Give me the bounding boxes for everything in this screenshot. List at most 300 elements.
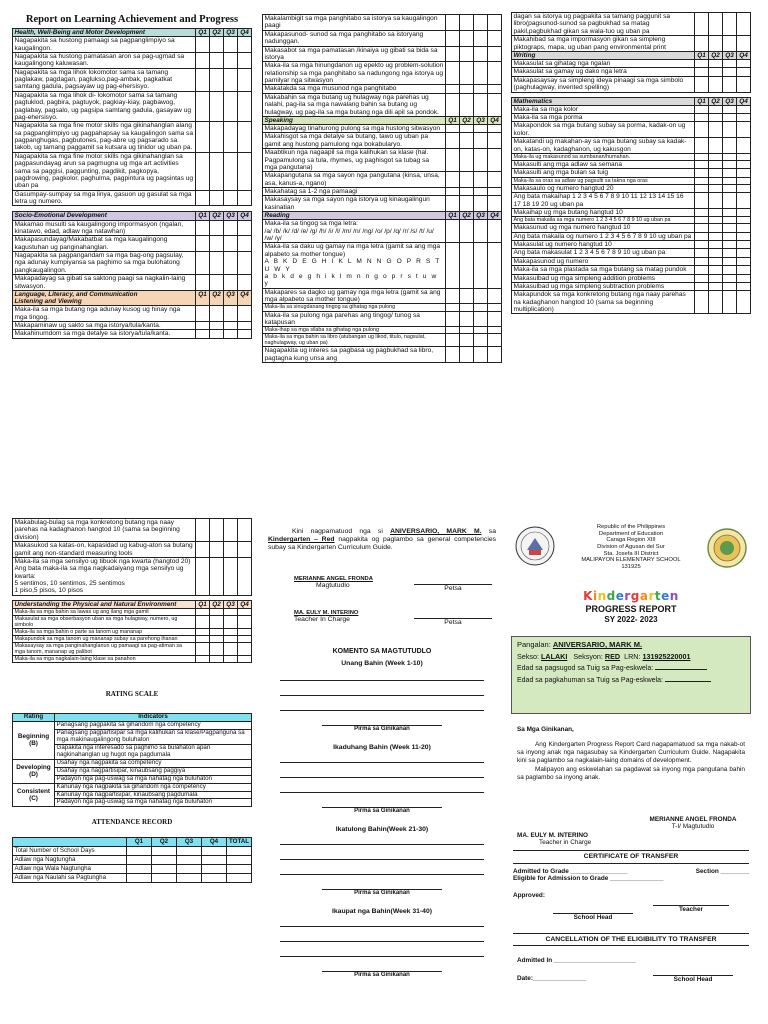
- grade-cell: [224, 52, 238, 68]
- school-head-line-2: School Head: [653, 975, 733, 983]
- numeral-text: Ang bata makasulat 1 2 3 4 5 6 7 8 9 10 ug uban pa: [512, 249, 695, 257]
- table-row: [13, 322, 252, 330]
- q1-header: Q1: [196, 600, 210, 608]
- q3-header: Q3: [224, 212, 238, 220]
- table-row: [13, 615, 252, 628]
- competency-text: Makapasunod ug numero: [512, 257, 695, 265]
- grade-cell: [238, 91, 252, 122]
- competency-text: Makapundok sa mga konkretong butang nga naay parehas na kadaghanon hangtod 10 (sama sa beginning multiplication): [512, 291, 695, 314]
- kindergarten-letter: r: [648, 589, 655, 603]
- table-row: [263, 196, 502, 212]
- table-row: [13, 643, 252, 656]
- numeral-text: Ang bata makaila og numero 1 2 3 4 5 6 7 8 9 10 ug uban pa: [512, 232, 695, 240]
- grade-cell: [210, 190, 224, 206]
- writing-math-table: [511, 12, 751, 314]
- table-row: [512, 60, 751, 68]
- writing-heading: Writing: [512, 51, 695, 59]
- comment-period-4: Ikaupat nga Bahin(Week 31-40) Pirma sa Ginikanan: [262, 908, 502, 978]
- competency-text: Makasaysay sa mga panginahanglanun ug pamaagi sa pag-atiman sa mga tanom, mananap ug palibot: [13, 643, 196, 656]
- attendance-col-header: Q2: [152, 838, 177, 847]
- table-row: [13, 306, 252, 322]
- indicator-text: Panagsang pagpartisipar sa mga kalihukan sa klase/Pagpanguna sa mga makinaugalingong buluhaton: [55, 730, 252, 745]
- grade-cell: [196, 236, 210, 252]
- table-row: [13, 91, 252, 122]
- grade-cell: [224, 252, 238, 275]
- grade-cell: [210, 275, 224, 291]
- rating-col-header: Rating: [13, 714, 55, 722]
- report-column-3: [511, 12, 751, 474]
- uppercase-letters: A B K D E G H I K L M N N G O P R S T U W Y: [264, 258, 441, 273]
- table-row: [13, 190, 252, 206]
- table-row: [13, 330, 252, 338]
- table-row: [13, 252, 252, 275]
- table-row: [512, 114, 751, 122]
- attendance-col-header: Q3: [177, 838, 202, 847]
- competency-text: Nagapakita sa mga lihok di- lokomotor sama sa tamang pagtuklod, pagbira, pagtuyok, pagkiay-kiay, pagbawog, paglabay, pagsalo, ug pagsipa samtang gadula, gasayaw ug pag-ehersisyo.: [13, 91, 196, 122]
- indicator-text: Kanunay nga nagpakita sa gihandom nga competency: [55, 783, 252, 791]
- date-label-2: Petsa: [414, 618, 492, 627]
- q2-header: Q2: [460, 212, 474, 220]
- table-row: [512, 224, 751, 232]
- grade-cell: [210, 322, 224, 330]
- competency-text: Makasulti ang mga adlaw sa semana: [512, 161, 695, 169]
- speaking-heading: Speaking: [263, 116, 446, 124]
- kindergarten-letter: n: [669, 589, 679, 603]
- q2-header: Q2: [460, 116, 474, 124]
- table-row: [13, 236, 252, 252]
- competency-text: Makabulag-bulag sa mga konkretong butang nga naay parehas na kadaghanon hangtod 10 (sama sa beginning division): [13, 519, 196, 542]
- socio-heading: Socio-Emotional Development: [13, 212, 196, 220]
- grade-cell: [224, 122, 238, 153]
- kindergarten-letter: t: [654, 589, 662, 603]
- competency-text: Maka-ila ug makasunod sa sumbanan/humahan.: [512, 153, 695, 160]
- attendance-label: Adlaw nga Naulahi sa Pagtungha: [13, 874, 127, 883]
- table-row: [512, 184, 751, 192]
- q3-header: Q3: [224, 290, 238, 305]
- competency-text: Makapasundayag/Makabatbat sa mga kaugalingong kagustuhan ug panginahanglan.: [13, 236, 196, 252]
- q3-header: Q3: [474, 212, 488, 220]
- competency-text: Maka-ila sa sinugdanang tingog sa gihatag nga pulong: [263, 304, 446, 311]
- certificate-title: CERTIFICATE OF TRANSFER: [583, 853, 679, 860]
- rating-level-consistent: Consistent (C): [13, 783, 55, 807]
- competency-text: Makapundok sa mga tanom ug mananap subay sa parehong ihanan: [13, 636, 196, 643]
- q2-header: Q2: [709, 51, 723, 59]
- indicator-text: Usahay nga nagpartisipar, kinaubsang paggiya: [55, 767, 252, 775]
- exit-age-row: Edad sa pagkahuman sa Tuig sa Pag-eskwela:: [517, 677, 745, 685]
- q4-header: Q4: [737, 51, 751, 59]
- grade-cell: [196, 220, 210, 236]
- table-row: [13, 122, 252, 153]
- competency-text: Makasulat ug numero hangtud 10: [512, 241, 695, 249]
- grade-cell: [196, 190, 210, 206]
- grade-cell: [224, 68, 238, 91]
- table-row: [512, 232, 751, 240]
- table-row: [13, 629, 252, 636]
- comment-period-3: Ikatulong Bahin(Week 21-30) Pirma sa Ginikanan: [262, 826, 502, 896]
- head-signature: MA. EULY M. INTERINO Teacher in Charge: [517, 832, 592, 847]
- competency-text: Makamao musulti sa kaugalingong impormasyon (ngalan, kinatawo, edad, adlaw nga natawhan): [13, 220, 196, 236]
- table-row: [512, 282, 751, 290]
- math-env-table: [12, 518, 252, 663]
- report-column-1: [12, 12, 252, 486]
- grade-cell: [210, 152, 224, 190]
- grade-cell: [196, 306, 210, 322]
- kindergarten-letter: r: [624, 589, 631, 603]
- competency-text: Makapangutana sa mga sayon nga pangutana (kinsa, unsa, asa, kanus-a, ngano): [263, 172, 446, 188]
- admitted-row: Admitted to Grade ________________ Section ________: [513, 867, 749, 875]
- competency-text: Makasunud ug mga numero hangtud 10: [512, 224, 695, 232]
- table-row: [512, 274, 751, 282]
- competency-text: Makabahin sa mga butang ug hulagway nga parehas ug nalahi, pag-ila sa mga nawalang bahin sa butang ug hulagway, ug pag-ila sa mga butang nga dili apil sa pondok.: [263, 93, 446, 116]
- q4-header: Q4: [238, 29, 252, 37]
- q4-header: Q4: [238, 212, 252, 220]
- table-row: [263, 220, 502, 243]
- grade-cell: [224, 190, 238, 206]
- grade-cell: [196, 68, 210, 91]
- kindergarten-letter: g: [630, 589, 640, 603]
- table-row: [512, 217, 751, 224]
- table-row: [13, 856, 252, 865]
- env-header-row: [13, 600, 252, 608]
- competency-text: Makahatag sa 1-2 nga pamaagi: [263, 188, 446, 196]
- lowercase-letters: a b k d e g h i k l m n n g o p r s t u w y: [264, 272, 438, 288]
- competency-text: Gasumpay-sumpay sa mga linya, gasuon ug gasulat sa mga letra ug numero.: [13, 190, 196, 206]
- table-row: [512, 266, 751, 274]
- table-row: [263, 347, 502, 363]
- grade-cell: [210, 68, 224, 91]
- q3-header: Q3: [723, 51, 737, 59]
- indicators-col-header: Indicators: [55, 714, 252, 722]
- competency-text: Makasaysay sa mga sayon nga istorya ug kinaugalingun kasinatian: [263, 196, 446, 212]
- counting-text: Ang bata makaihap 1 2 3 4 5 6 7 8 9 10 11 12 13 14 15 16 17 18 19 20 ug uban pa: [512, 193, 695, 209]
- listening-subheading: Listening and Viewing: [14, 298, 82, 306]
- table-row: [263, 62, 502, 85]
- indicator-text: Panagsang pagpakita sa gihandom nga competency: [55, 722, 252, 730]
- table-row: [263, 188, 502, 196]
- school-year: SY 2022- 2023: [604, 615, 658, 624]
- approved-label: Approved:: [513, 891, 545, 899]
- table-row: [263, 30, 502, 46]
- school-seal-icon: [707, 528, 747, 568]
- grade-cell: [210, 37, 224, 53]
- indicator-text: Padayon nga pag-uswag sa mga nahatag nga buluhaton: [55, 799, 252, 807]
- q2-header: Q2: [210, 600, 224, 608]
- grade-cell: [210, 122, 224, 153]
- table-row: [13, 542, 252, 558]
- table-row: [13, 220, 252, 236]
- student-name-value: ANIVERSARIO, MARK M.: [552, 640, 643, 649]
- table-row: [263, 288, 502, 304]
- q1-header: Q1: [196, 29, 210, 37]
- eligible-row: Eligible for Admission to Grade _______________: [513, 874, 664, 882]
- grade-cell: [224, 152, 238, 190]
- table-row: [13, 874, 252, 883]
- rating-scale-table: [12, 713, 252, 807]
- competency-text: Maka-ila sa mga plastada sa mga butang sa matag pundok: [512, 266, 695, 274]
- table-row: [263, 15, 502, 31]
- competency-text: Makalambigit sa mga panghitabo sa istorya sa kaugalingon paagi: [263, 15, 446, 31]
- student-info-box: [511, 636, 751, 714]
- competency-text: Nagapakita sa pagpangandam sa mga bag-ong pagsulay, nga adunay kumpiyansa sa paghimo sa mga bulohatong pangkaugalingon.: [13, 252, 196, 275]
- attendance-col-header: Q1: [127, 838, 152, 847]
- competency-text: Maka-ila sa mga bahin sa lawas ug ang ilang mga gamit: [13, 608, 196, 615]
- competency-text: Makasulat sa gamay ug dako nga letra: [512, 68, 695, 76]
- table-row: [512, 169, 751, 177]
- health-header-row: [13, 29, 252, 37]
- table-row: [13, 608, 252, 615]
- competency-text: Makapares sa dagko ug gamay nga mga letra (gamit sa ang mga alpabeto sa mother tongue): [263, 288, 446, 304]
- q1-header: Q1: [695, 51, 709, 59]
- indicator-text: Gapakita nga interesado sa paghimo sa bulahaton apan nagkinahanglan ug hugot nga pagdumala: [55, 744, 252, 759]
- rating-level-beginning: Beginning (B): [13, 722, 55, 760]
- table-row: [263, 334, 502, 347]
- table-row: [13, 865, 252, 874]
- table-row: [512, 36, 751, 52]
- indicator-text: Padayon nga pag-uswag sa mga nahatag nga buluhaton: [55, 775, 252, 783]
- report-column-4: [12, 518, 252, 1000]
- competency-text: Makahibad sa mga impormasyon gikan sa simpleng piktograps, mapa, ug uban pang environmental print: [512, 36, 695, 52]
- numeral-text: Ang bata makaila sa mga numero 1 2 3 4 5 6 7 8 9 10 ug uban pa: [512, 217, 695, 224]
- kindergarten-letter: e: [615, 589, 625, 603]
- competency-text: dagan sa istorya ug pagpakita sa tamang paggunit sa libro(pagsunod-sunod sa pagbukhad sa matag pakil,pagbukhad gikan sa wala-tuo ug uban pa: [512, 13, 695, 36]
- report-column-6: [511, 524, 751, 1000]
- competency-text: Maka-ila sa daku ug gamay na mga letra (gamit sa ang mga alpabeto sa mother tongue) A B K D E G H I K L M N N G O P R S T U W Y a b k d e g h i k l m n n g o p r s t u w y: [263, 243, 446, 288]
- grade-cell: [238, 236, 252, 252]
- grade-cell: [210, 252, 224, 275]
- competency-text: Makapasaysay sa simpleng ideya pinaagi sa mga simbolo (paghulagway, invented spelling): [512, 76, 695, 92]
- table-row: [13, 847, 252, 856]
- grade-cell: [224, 322, 238, 330]
- competency-text: Nagapakita sa mga lihok lokomotor sama sa tamang paglakaw, pagdagan, paglukso,pag-ambak, pagkatkat samtang gadula, pagsayaw ug pag-ehersisyo.: [13, 68, 196, 91]
- grade-cell: [210, 236, 224, 252]
- competency-text: Nagapakita sa mga fine motor skills nga gikinahanglan sa pagpasundayag arun sa pagmugna ug mga art activities sama sa paggisi, paggunting, pagdikit, pagkopya, pagdrowing, pagkolor, paghulma, pagpintura ug pagsintas ug uban pa: [13, 152, 196, 190]
- grade-cell: [238, 52, 252, 68]
- grade-cell: [238, 220, 252, 236]
- q1-header: Q1: [196, 212, 210, 220]
- school-header: Republic of the Philippines Department of Education Caraga Region XIII Division of Agusan del Sur Sta. Josefa III District MALIPAYON ELEMENTARY SCHOOL 131925: [581, 524, 681, 570]
- competency-text: Makasulbad ug mga simpleng subtraction problems: [512, 282, 695, 290]
- grade-cell: [238, 252, 252, 275]
- comment-period-1: Unang Bahin (Week 1-10) Pirma sa Ginikanan: [262, 660, 502, 732]
- grade-cell: [210, 91, 224, 122]
- report-title: Report on Learning Achievement and Progress: [25, 14, 239, 25]
- competency-text: Makasulat sa gihatag nga ngalan: [512, 60, 695, 68]
- grade-cell: [238, 330, 252, 338]
- listening-speaking-reading-table: [262, 14, 502, 363]
- grade-cell: [196, 52, 210, 68]
- table-row: [512, 249, 751, 257]
- math-heading: Mathematics: [512, 97, 695, 105]
- competency-text: Makasukod sa katas-on, kapasidad ug kabug-aton sa butang gamit ang non-standard measuring tools: [13, 542, 196, 558]
- grade-cell: [238, 122, 252, 153]
- competency-text: Maka-ila sa oras sa adlaw ug pagsulti sa takna nga oras: [512, 177, 695, 184]
- table-row: [512, 138, 751, 154]
- name-row: Pangalan: ANIVERSARIO, MARK M.: [517, 640, 643, 649]
- table-row: [263, 149, 502, 172]
- comment-period-2: Ikaduhang Bahin (Week 11-20) Pirma sa Ginikanan: [262, 744, 502, 814]
- q3-header: Q3: [224, 600, 238, 608]
- q1-header: Q1: [695, 97, 709, 105]
- q1-header: Q1: [446, 116, 460, 124]
- attendance-label: Adlaw nga Nagtungha: [13, 856, 127, 865]
- attendance-label: Total Number of School Days: [13, 847, 127, 856]
- kindergarten-letter: d: [606, 589, 616, 603]
- letter-paragraph: Malipayon ang eskwelahan sa pagdawat sa inyong mga pangutana bahin sa paglambo sa inyong anak.: [517, 766, 745, 781]
- competency-text: Makapadayag sa gibati sa saktong paagi sa nagkalin-laing sitwasyon.: [13, 275, 196, 291]
- parent-letter: [517, 726, 745, 782]
- section-name: Kindergarten – Red: [268, 536, 335, 544]
- attendance-col-header: Q4: [202, 838, 227, 847]
- table-row: [512, 13, 751, 36]
- table-row: [512, 241, 751, 249]
- grade-cell: [238, 322, 252, 330]
- competency-text: Maka-ila sa mga butang nga adunay kusog ug hinay nga mga tingog.: [13, 306, 196, 322]
- health-table: [12, 28, 252, 339]
- competency-text: Maka-ila sa mga porma: [512, 114, 695, 122]
- grade-cell: [224, 236, 238, 252]
- env-heading: Understanding the Physical and Natural Environment: [13, 600, 196, 608]
- date-label-1: Petsa: [414, 584, 492, 593]
- grade-cell: [238, 275, 252, 291]
- q1-header: Q1: [446, 212, 460, 220]
- table-row: [263, 133, 502, 149]
- grade-cell: [210, 330, 224, 338]
- q4-header: Q4: [488, 116, 502, 124]
- writing-header-row: [512, 51, 751, 59]
- grade-cell: [238, 152, 252, 190]
- competency-text: Maka-ila sa mga bahin o parte sa tanom ug mananap: [13, 629, 196, 636]
- school-head-line: School Head: [553, 913, 633, 921]
- competency-text: Makasulat sa mga obserbasyon uban sa mga hulagway, numero, ug simbolo: [13, 615, 196, 628]
- kindergarten-letter: i: [592, 589, 598, 603]
- table-row: [512, 153, 751, 160]
- grade-cell: [196, 122, 210, 153]
- competency-text: Makasabot sa mga pamatasan /kinaiya ug gibati sa bida sa istorya: [263, 46, 446, 62]
- language-header-row: [13, 290, 252, 305]
- q4-header: Q4: [737, 97, 751, 105]
- competency-text: Maka-ihap sa mga silaba sa gihatag nga pulong: [263, 327, 446, 334]
- math-header-row: [512, 97, 751, 105]
- indicator-text: Kanunay nga nagpartisipar, kinaubsang pagdumala: [55, 791, 252, 799]
- table-row: [263, 85, 502, 93]
- table-row: [263, 93, 502, 116]
- komento-title: KOMENTO SA MAGTUTUDLO: [332, 648, 432, 655]
- table-row: [512, 122, 751, 138]
- table-row: [512, 291, 751, 314]
- report-column-2: [262, 14, 502, 486]
- q3-header: Q3: [224, 29, 238, 37]
- table-row: [263, 46, 502, 62]
- kindergarten-wordmark: [551, 590, 711, 603]
- competency-text: Makaihap ug mga butang hangtud 10: [512, 208, 695, 216]
- table-row: [13, 275, 252, 291]
- entry-age-row: Edad sa pagsugod sa Tuig sa Pag-eskwela:: [517, 665, 745, 673]
- competency-text: Makahinumdom sa mga detalye sa istorya/tula/kanta.: [13, 330, 196, 338]
- cancellation-title: CANCELLATION OF THE ELIGIBILITY TO TRANSFER: [545, 936, 717, 943]
- table-row: [13, 152, 252, 190]
- attendance-label: Adlaw nga Wala Nagtungha: [13, 865, 127, 874]
- competency-text: Maka-ila sa mga nagkalain-laing klase sa panahon: [13, 656, 196, 663]
- reading-header-row: [263, 212, 502, 220]
- socio-header-row: [13, 212, 252, 220]
- table-row: [13, 557, 252, 595]
- grade-cell: [238, 37, 252, 53]
- deped-seal-icon: [515, 526, 555, 566]
- q1-header: Q1: [196, 290, 210, 305]
- kindergarten-letter: n: [597, 589, 607, 603]
- competency-text: Makapadayag tinahurong pulong sa mga hustong sitwasyon: [263, 125, 446, 133]
- competency-text: Makapaminaw ug sakto sa mga istorya/tula/kanta.: [13, 322, 196, 330]
- competency-text: Maabtikun nga nagaapil sa mga kalihukan sa klase (hal. Pagpamulong sa tula, rhymes, ug paghisgot sa tubag sa mga pangutana): [263, 149, 446, 172]
- table-row: [512, 177, 751, 184]
- grade-cell: [196, 252, 210, 275]
- competency-text: Makasulbad ug mga simpleng addition problems: [512, 274, 695, 282]
- competency-text: Maka-ila sa mga kolor: [512, 105, 695, 113]
- grade-cell: [238, 190, 252, 206]
- adviser-signature: MERIANNE ANGEL FRONDA T-I/ Magtutudlo: [649, 816, 737, 831]
- competency-text: Makapasunod- sunod sa mga panghitabo sa istoryang nadunggan.: [263, 30, 446, 46]
- grade-cell: [196, 330, 210, 338]
- competency-text: Nagapakita sa hustong pamatasan aron sa pag-ugmad sa kaugalingong kaluwasan.: [13, 52, 196, 68]
- table-row: [13, 636, 252, 643]
- attendance-col-header: TOTAL: [227, 838, 252, 847]
- grade-cell: [238, 306, 252, 322]
- table-row: [512, 68, 751, 76]
- admitted-in-row: Admitted In _______________________: [517, 957, 636, 964]
- table-row: [13, 656, 252, 663]
- competency-text: Maka-ila sa mga sensilyo ug tibuok nga kwarta (hangtod 20) Ang bata maka-ila sa mga nagkadaiyang mga sensilyo ug kwarta: 5 sentimos, 10 sentimos, 25 sentimos 1 piso,5 pisos, 10 pisos: [13, 557, 196, 595]
- table-row: [512, 208, 751, 216]
- transfer-section: [513, 850, 749, 996]
- attendance-col-header: [13, 838, 127, 847]
- table-row: [512, 257, 751, 265]
- indicator-text: Usahay nga nagpakita sa competency: [55, 759, 252, 767]
- progress-report-title: PROGRESS REPORT: [585, 604, 677, 614]
- q4-header: Q4: [238, 600, 252, 608]
- grade-cell: [210, 306, 224, 322]
- grade-cell: [196, 91, 210, 122]
- table-row: [13, 68, 252, 91]
- table-row: [13, 37, 252, 53]
- competency-text: Maka-ila sa tingog sa mga letra: /a/ /b/ /k/ /d/ /e/ /g/ /h/ /i/ /l/ /m/ /n/ /ng/ /o/ /p/ /q/ /r/ /s/ /t/ /u/ /w/ /y/: [263, 220, 446, 243]
- speaking-header-row: [263, 116, 502, 124]
- grade-cell: [224, 275, 238, 291]
- grade-cell: [224, 37, 238, 53]
- kindergarten-letter: K: [583, 589, 593, 603]
- table-row: [512, 161, 751, 169]
- table-row: [13, 52, 252, 68]
- table-row: [13, 519, 252, 542]
- competency-text: Makasaulo og numero hangtud 20: [512, 184, 695, 192]
- grade-cell: [196, 37, 210, 53]
- competency-text: Nagapakita sa hustong pamaagi sa pagpanglimpiyo sa kaugalingon.: [13, 37, 196, 53]
- grade-cell: [238, 68, 252, 91]
- competency-text: Maka-ila sa pulong nga parehas ang tingog/ tunog sa katapusan: [263, 311, 446, 327]
- competency-text: Makatandi ug makahan-ay sa mga butang subay sa kadak-on, katas-on, kadaghanon, ug kakusgon: [512, 138, 695, 154]
- signature-teacher-in-charge: MA. EULY M. INTERINO Teacher In Charge: [294, 610, 359, 624]
- q2-header: Q2: [709, 97, 723, 105]
- grade-cell: [224, 330, 238, 338]
- table-row: [263, 327, 502, 334]
- grade-cell: [224, 91, 238, 122]
- kindergarten-letter: e: [661, 589, 670, 603]
- table-row: [263, 311, 502, 327]
- q2-header: Q2: [210, 290, 224, 305]
- letter-sounds: /a/ /b/ /k/ /d/ /e/ /g/ /h/ /i/ /l/ /m/ /n/ /ng/ /o/ /p/ /q/ /r/ /s/ /t/ /u/ /w/ /y/: [264, 227, 434, 243]
- competency-text: Maka-ila sa mga hinungdanon ug epekto ug problem-solution relationship sa mga panghitabo sa nadungong nga istorya ug pamilyar nga sitwasyon: [263, 62, 446, 85]
- report-column-5: [262, 524, 502, 1000]
- reading-heading: Reading: [263, 212, 446, 220]
